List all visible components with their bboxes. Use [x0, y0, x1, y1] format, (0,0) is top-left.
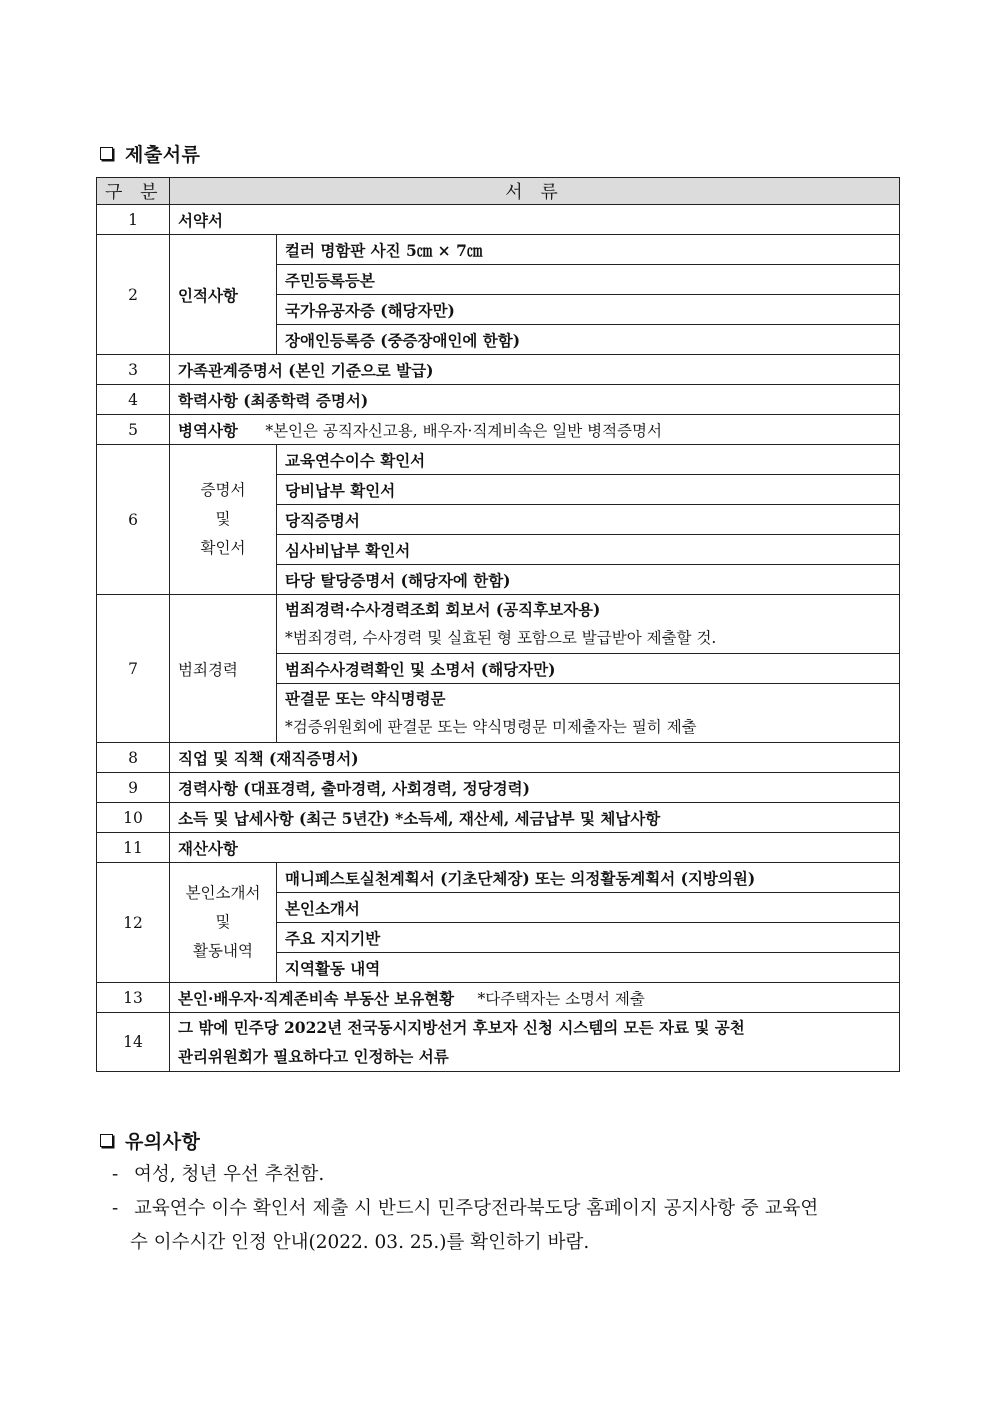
- row-number: 3: [97, 355, 170, 385]
- row-number: 8: [97, 743, 170, 773]
- row-document: 학력사항 (최종학력 증명서): [170, 385, 900, 415]
- row-number: 4: [97, 385, 170, 415]
- row-document: [170, 415, 900, 445]
- group-line: 본인소개서: [185, 884, 261, 902]
- table-row: [97, 415, 900, 445]
- row-document-line: 관리위원회가 필요하다고 인정하는 서류: [178, 1047, 449, 1066]
- row-document: 주민등록등본: [277, 265, 900, 295]
- row-group-label: 범죄경력: [170, 595, 277, 743]
- row-document-title: 범죄경력·수사경력조회 회보서 (공직후보자용): [285, 600, 601, 619]
- row-document: 지역활동 내역: [277, 953, 900, 983]
- group-line: 확인서: [200, 539, 246, 557]
- row-number: 11: [97, 833, 170, 863]
- row-document: 가족관계증명서 (본인 기준으로 발급): [170, 355, 900, 385]
- row-document-title: 판결문 또는 약식명령문: [285, 689, 446, 708]
- row-document: 장애인등록증 (중증장애인에 한함): [277, 325, 900, 355]
- row-number: 13: [97, 983, 170, 1013]
- row-document: 서약서: [170, 205, 900, 235]
- table-row: [97, 355, 900, 385]
- note-text: 여성, 청년 우선 추천함.: [134, 1164, 325, 1185]
- group-line: 및: [215, 913, 231, 931]
- header-documents: 서 류: [170, 178, 900, 205]
- row-note: *다주택자는 소명서 제출: [477, 989, 645, 1008]
- note-text-continuation: 수 이수시간 인정 안내(2022. 03. 25.)를 확인하기 바람.: [130, 1232, 590, 1253]
- table-row: [97, 385, 900, 415]
- table-row: [97, 595, 900, 654]
- row-note: *검증위원회에 판결문 또는 약식명령문 미제출자는 필히 제출: [285, 718, 697, 736]
- table-row: [97, 235, 900, 265]
- row-document: 경력사항 (대표경력, 출마경력, 사회경력, 정당경력): [170, 773, 900, 803]
- section-title-documents: [100, 140, 200, 167]
- row-document-line: 그 밖에 민주당 2022년 전국동시지방선거 후보자 신청 시스템의 모든 자료 및 공천: [178, 1018, 745, 1037]
- row-document: 직업 및 직책 (재직증명서): [170, 743, 900, 773]
- table-header-row: [97, 178, 900, 205]
- row-number: 10: [97, 803, 170, 833]
- row-number: 6: [97, 445, 170, 595]
- row-document: [170, 1013, 900, 1072]
- row-document: 타당 탈당증명서 (해당자에 한함): [277, 565, 900, 595]
- header-category: 구 분: [97, 178, 170, 205]
- section-title-text: 제출서류: [125, 144, 201, 166]
- row-document: 재산사항: [170, 833, 900, 863]
- list-item: [112, 1158, 818, 1192]
- row-document: [170, 983, 900, 1013]
- row-group-label: 인적사항: [170, 235, 277, 355]
- table-row: [97, 983, 900, 1013]
- row-document: 컬러 명함판 사진 5㎝ × 7㎝: [277, 235, 900, 265]
- row-document-title: 본인·배우자·직계존비속 부동산 보유현황: [178, 988, 455, 1008]
- dash-bullet: -: [112, 1164, 119, 1185]
- table-row: [97, 445, 900, 475]
- row-note: *범죄경력, 수사경력 및 실효된 형 포함으로 발급받아 제출할 것.: [285, 629, 717, 647]
- row-number: 12: [97, 863, 170, 983]
- row-document: 교육연수이수 확인서: [277, 445, 900, 475]
- row-number: 9: [97, 773, 170, 803]
- row-number: 1: [97, 205, 170, 235]
- list-item: [112, 1192, 818, 1226]
- row-document-title: 병역사항: [178, 420, 238, 440]
- row-number: 7: [97, 595, 170, 743]
- section-title-text: 유의사항: [125, 1131, 201, 1153]
- row-document: 매니페스토실천계획서 (기초단체장) 또는 의정활동계획서 (지방의원): [277, 863, 900, 893]
- row-note: *본인은 공직자신고용, 배우자·직계비속은 일반 병적증명서: [265, 421, 662, 440]
- row-document: 심사비납부 확인서: [277, 535, 900, 565]
- documents-table: [96, 177, 900, 1072]
- group-line: 활동내역: [193, 942, 253, 960]
- row-document: 소득 및 납세사항 (최근 5년간) *소득세, 재산세, 세금납부 및 체납사항: [170, 803, 900, 833]
- section-title-notes: [100, 1127, 200, 1154]
- table-row: [97, 833, 900, 863]
- notes-list: [112, 1158, 818, 1260]
- table-row: [97, 743, 900, 773]
- row-document: 범죄수사경력확인 및 소명서 (해당자만): [277, 654, 900, 684]
- row-document: 당비납부 확인서: [277, 475, 900, 505]
- table-row: [97, 803, 900, 833]
- row-document: [277, 684, 900, 743]
- checkbox-square-icon: [100, 147, 113, 160]
- table-row: [97, 205, 900, 235]
- row-document: 본인소개서: [277, 893, 900, 923]
- row-number: 14: [97, 1013, 170, 1072]
- row-document: [277, 595, 900, 654]
- group-line: 증명서: [200, 481, 246, 499]
- table-row: [97, 1013, 900, 1072]
- dash-bullet: -: [112, 1198, 119, 1219]
- note-text: 교육연수 이수 확인서 제출 시 반드시 민주당전라북도당 홈페이지 공지사항 중 교육연: [134, 1198, 819, 1219]
- row-group-label: [170, 863, 277, 983]
- checkbox-square-icon: [100, 1134, 113, 1147]
- group-line: 및: [215, 510, 231, 528]
- row-number: 5: [97, 415, 170, 445]
- row-number: 2: [97, 235, 170, 355]
- row-document: 주요 지지기반: [277, 923, 900, 953]
- table-row: [97, 773, 900, 803]
- table-row: [97, 863, 900, 893]
- row-document: 당직증명서: [277, 505, 900, 535]
- row-document: 국가유공자증 (해당자만): [277, 295, 900, 325]
- row-group-label: [170, 445, 277, 595]
